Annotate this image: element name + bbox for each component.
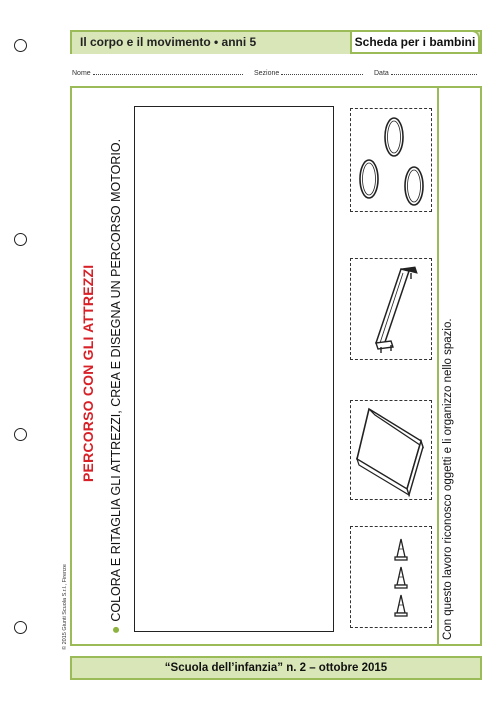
cutout-mat[interactable] (350, 400, 432, 500)
binder-hole-top (14, 39, 27, 52)
audience-tag: Scheda per i bambini (350, 30, 480, 54)
section-line (281, 68, 363, 75)
cutout-bench[interactable] (350, 258, 432, 360)
date-label: Data (374, 70, 389, 77)
cones-icon (351, 527, 433, 629)
date-field[interactable] (374, 68, 477, 77)
cutout-hoops[interactable] (350, 108, 432, 212)
name-line (93, 68, 243, 75)
binder-hole-bottom (14, 621, 27, 634)
hoops-icon (351, 109, 433, 213)
worksheet-header (70, 30, 482, 54)
binder-hole-lower (14, 428, 27, 441)
section-label: Sezione (254, 70, 280, 77)
binder-hole-upper (14, 233, 27, 246)
topic-label: Il corpo e il movimento • anni 5 (80, 35, 257, 49)
date-line (391, 68, 477, 75)
learning-note: Con questo lavoro riconosco oggetti e li organizzo nello spazio. (442, 318, 454, 640)
publication-footer: “Scuola dell’infanzia” n. 2 – ottobre 2015 (70, 656, 482, 680)
note-divider (437, 88, 439, 644)
instruction-text: COLORA E RITAGLIA GLI ATTREZZI, CREA E DISEGNA UN PERCORSO MOTORIO. (109, 138, 123, 622)
cutout-cones[interactable] (350, 526, 432, 628)
drawing-area[interactable] (134, 106, 334, 632)
copyright-notice: © 2015 Giunti Scuola S.r.l., Firenze (62, 564, 68, 650)
section-field[interactable] (254, 68, 363, 77)
name-field[interactable] (72, 68, 243, 77)
bullet-icon: ● (107, 621, 123, 634)
bench-icon (351, 259, 433, 361)
instruction-line (107, 139, 123, 634)
worksheet-title: PERCORSO CON GLI ATTREZZI (80, 264, 96, 482)
mat-icon (351, 401, 433, 501)
name-label: Nome (72, 70, 91, 77)
